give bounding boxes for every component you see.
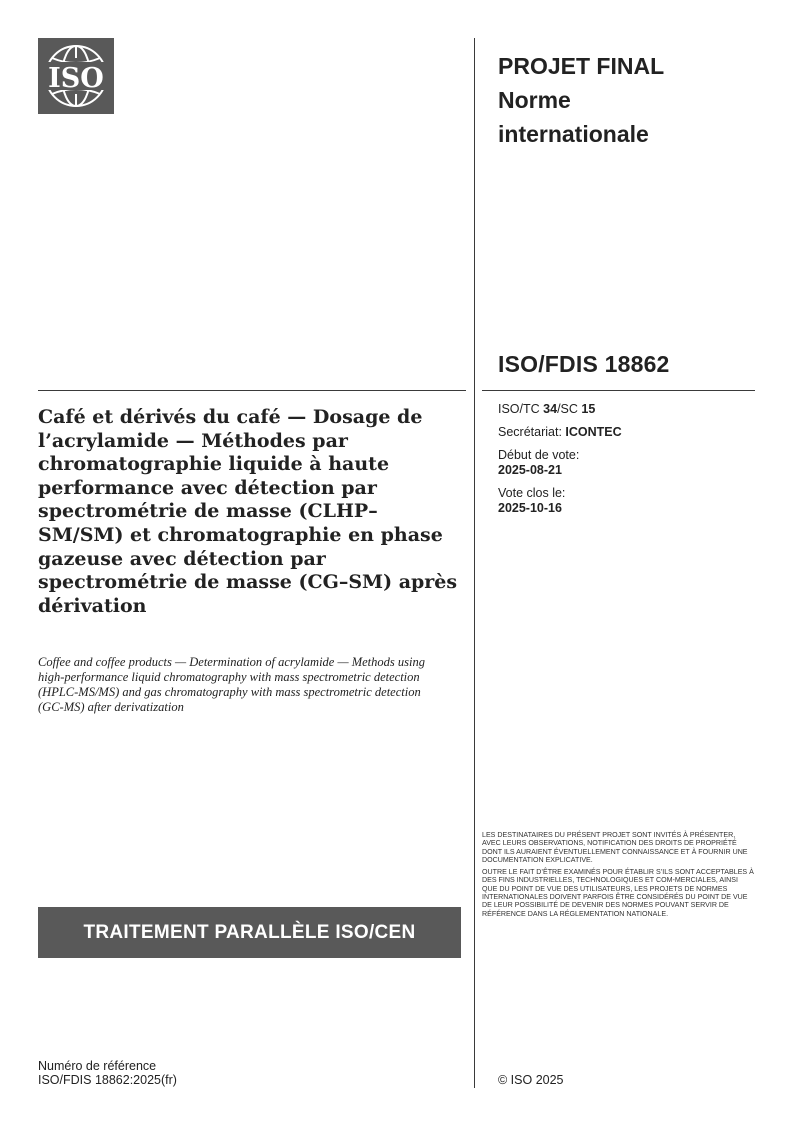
vote-end: Vote clos le: 2025-10-16: [498, 486, 566, 515]
draft-status: [498, 49, 768, 151]
document-meta: [498, 402, 758, 524]
iso-logo: [38, 38, 114, 114]
horizontal-divider-left: [38, 390, 466, 391]
copyright: © ISO 2025: [498, 1073, 564, 1087]
draft-status-line2: Norme: [498, 87, 571, 113]
reference-number: [38, 1059, 177, 1087]
notice-paragraph-2: OUTRE LE FAIT D’ÊTRE EXAMINÉS POUR ÉTABLIR S’ILS SONT ACCEPTABLES À DES FINS INDUSTRIELLES, TECHNOLOGIQUES ET COM-MERCIALES, AINSI QUE DU POINT DE VUE DES UTILISATEURS, LES PROJETS DE NORMES INTERNATIONALES DOIVENT PARFOIS ÊTRE CONSIDÉRÉS DU POINT DE VUE DE LEUR POSSIBILITÉ DE DEVENIR DES NORMES POUVANT SERVIR DE RÉFÉRENCE DANS LA RÉGLEMENTATION NATIONALE.: [482, 868, 754, 918]
title-english: Coffee and coffee products — Determination of acrylamide — Methods using high-performance liquid chromatography with mass spectrometric detection (HPLC-MS/MS) and gas chromatography with mass spectrometric detection (GC-MS) after derivatization: [38, 655, 425, 714]
title-french: Café et dérivés du café — Dosage de l’acrylamide — Méthodes par chromatographie liquide à haute performance avec détection par spectrométrie de masse (CLHP–SM/SM) et chromatographie en phase gazeuse avec détection par spectrométrie de masse (CG–SM) après dérivation: [38, 406, 458, 617]
reference-number-value: ISO/FDIS 18862:2025(fr): [38, 1073, 177, 1087]
document-reference: ISO/FDIS 18862: [498, 351, 670, 377]
vertical-divider: [474, 38, 475, 1088]
committee: ISO/TC 34/SC 15: [498, 402, 596, 416]
globe-icon: [38, 38, 114, 114]
reference-number-label: Numéro de référence: [38, 1059, 157, 1073]
vote-start: Début de vote: 2025-08-21: [498, 448, 580, 477]
banner-text: TRAITEMENT PARALLÈLE ISO/CEN: [83, 921, 416, 943]
notice-paragraph-1: LES DESTINATAIRES DU PRÉSENT PROJET SONT INVITÉS À PRÉSENTER, AVEC LEURS OBSERVATIONS, NOTIFICATION DES DROITS DE PROPRIÉTÉ DONT ILS AURAIENT ÉVENTUELLEMENT CONNAISSANCE ET À FOURNIR UNE DOCUMENTATION EXPLICATIVE.: [482, 831, 748, 864]
draft-status-line3: internationale: [498, 121, 649, 147]
secretariat: Secrétariat: ICONTEC: [498, 425, 622, 439]
parallel-processing-banner: [38, 907, 461, 958]
horizontal-divider-right: [482, 390, 755, 391]
recipient-notice: [482, 831, 754, 922]
draft-status-line1: PROJET FINAL: [498, 53, 665, 79]
logo-text: ISO: [48, 63, 104, 94]
